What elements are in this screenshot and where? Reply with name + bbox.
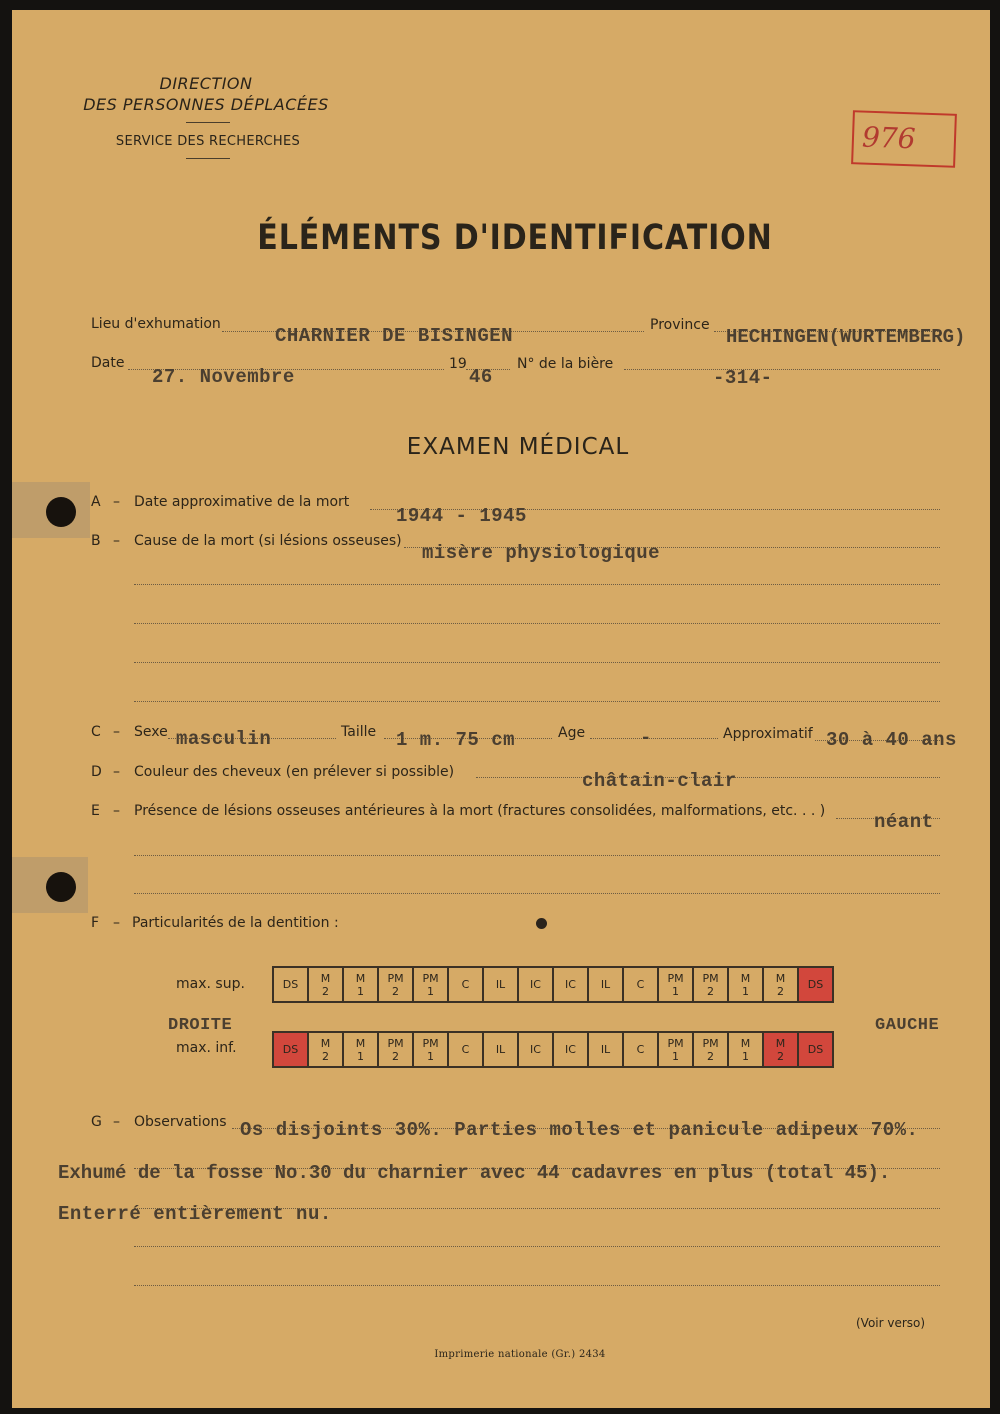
upper-tooth-cell <box>518 967 553 1002</box>
tooth-number: 1 <box>672 984 679 998</box>
tooth-code: PM <box>387 971 404 985</box>
tooth-code: PM <box>422 971 439 985</box>
dotted-line <box>134 1285 940 1286</box>
lower-tooth-cell <box>343 1032 378 1067</box>
hair-color-value: châtain-clair <box>582 770 737 792</box>
death-date-value: 1944 - 1945 <box>396 505 527 527</box>
tooth-number: 1 <box>742 984 749 998</box>
lower-tooth-cell <box>413 1032 448 1067</box>
observations-line-2: Exhumé de la fosse No.30 du charnier avec 44 cadavres en plus (total 45). <box>58 1162 891 1184</box>
header-department: DES PERSONNES DÉPLACÉES <box>83 95 329 114</box>
item-letter-e: E <box>91 803 100 819</box>
punch-hole <box>46 497 76 527</box>
height-value: 1 m. 75 cm <box>396 729 516 751</box>
tooth-code: M <box>320 1036 331 1050</box>
dotted-line <box>134 701 940 702</box>
tooth-code: M <box>775 971 786 985</box>
header-divider <box>186 122 230 123</box>
lower-tooth-cell <box>378 1032 413 1067</box>
tooth-code: DS <box>807 1043 824 1056</box>
upper-tooth-cell <box>763 967 798 1002</box>
dash: – <box>113 915 120 931</box>
item-letter-a: A <box>91 494 101 510</box>
tooth-code: C <box>461 1043 470 1056</box>
upper-tooth-cell <box>413 967 448 1002</box>
tooth-code: IC <box>565 978 576 991</box>
tooth-number: 2 <box>392 1049 399 1063</box>
tooth-code: M <box>355 1036 366 1050</box>
tooth-number: 1 <box>357 1049 364 1063</box>
upper-teeth-chart <box>272 966 834 1003</box>
lower-tooth-cell <box>693 1032 728 1067</box>
tooth-number: 2 <box>322 984 329 998</box>
lower-tooth-cell <box>763 1032 798 1067</box>
lower-tooth-cell <box>518 1032 553 1067</box>
lower-tooth-cell <box>728 1032 763 1067</box>
tooth-code: IL <box>600 978 611 991</box>
tooth-number: 2 <box>392 984 399 998</box>
tooth-code: M <box>740 971 751 985</box>
lower-tooth-cell <box>483 1032 518 1067</box>
approx-value: 30 à 40 ans <box>826 729 957 751</box>
height-label: Taille <box>341 724 377 740</box>
death-cause-label: Cause de la mort (si lésions osseuses) <box>134 533 402 549</box>
tooth-code: DS <box>807 978 824 991</box>
tooth-code: M <box>355 971 366 985</box>
upper-tooth-cell <box>658 967 693 1002</box>
year-value: 46 <box>469 366 493 388</box>
upper-tooth-cell <box>378 967 413 1002</box>
tooth-code: DS <box>282 978 299 991</box>
upper-tooth-cell <box>343 967 378 1002</box>
dentition-label: Particularités de la dentition : <box>132 915 339 931</box>
lower-tooth-cell <box>308 1032 343 1067</box>
dash: – <box>113 764 120 780</box>
item-letter-f: F <box>91 915 100 931</box>
tooth-code: DS <box>282 1043 299 1056</box>
header-direction: DIRECTION <box>159 74 253 93</box>
tooth-code: PM <box>667 971 684 985</box>
left-side-label: GAUCHE <box>875 1016 940 1035</box>
header-divider <box>186 158 230 159</box>
date-value: 27. Novembre <box>152 366 295 388</box>
tooth-code: PM <box>667 1036 684 1050</box>
dash: – <box>113 724 120 740</box>
stamp-number: 976 <box>861 120 917 156</box>
punch-hole <box>46 872 76 902</box>
tooth-number: 2 <box>322 1049 329 1063</box>
upper-tooth-cell <box>483 967 518 1002</box>
tooth-code: PM <box>702 971 719 985</box>
tooth-number: 2 <box>777 1049 784 1063</box>
header-service: SERVICE DES RECHERCHES <box>115 134 301 149</box>
lower-tooth-cell <box>273 1032 308 1067</box>
dotted-line <box>134 584 940 585</box>
tooth-number: 1 <box>742 1049 749 1063</box>
dash: – <box>113 803 120 819</box>
dotted-line <box>134 1246 940 1247</box>
exhumation-place-value: CHARNIER DE BISINGEN <box>275 325 514 347</box>
age-label: Age <box>558 725 586 741</box>
dash: – <box>113 494 120 510</box>
sex-value: masculin <box>176 728 272 750</box>
tooth-code: IC <box>565 1043 576 1056</box>
verso-note: (Voir verso) <box>856 1316 926 1330</box>
tooth-code: C <box>461 978 470 991</box>
dash: – <box>113 1114 120 1130</box>
lower-tooth-cell <box>553 1032 588 1067</box>
lower-tooth-cell <box>798 1032 833 1067</box>
printer-imprint: Imprimerie nationale (Gr.) 2434 <box>434 1349 606 1360</box>
tooth-code: IC <box>530 1043 541 1056</box>
death-date-label: Date approximative de la mort <box>134 494 350 510</box>
upper-tooth-cell <box>448 967 483 1002</box>
exhumation-place-label: Lieu d'exhumation <box>91 316 221 332</box>
dotted-line <box>590 738 718 739</box>
upper-jaw-label: max. sup. <box>176 976 245 992</box>
lower-teeth-chart <box>272 1031 834 1068</box>
tooth-code: C <box>636 1043 645 1056</box>
item-letter-d: D <box>91 764 102 780</box>
tooth-number: 2 <box>707 984 714 998</box>
tooth-code: M <box>320 971 331 985</box>
tooth-code: C <box>636 978 645 991</box>
lower-tooth-cell <box>658 1032 693 1067</box>
tooth-code: IL <box>495 1043 506 1056</box>
item-letter-c: C <box>91 724 101 740</box>
upper-tooth-cell <box>553 967 588 1002</box>
dotted-line <box>134 662 940 663</box>
hair-color-label: Couleur des cheveux (en prélever si possible) <box>134 764 455 780</box>
upper-tooth-cell <box>308 967 343 1002</box>
tooth-code: M <box>775 1036 786 1050</box>
coffin-label: N° de la bière <box>517 356 614 372</box>
bone-lesions-value: néant <box>874 811 934 833</box>
tooth-code: M <box>740 1036 751 1050</box>
dotted-line <box>134 893 940 894</box>
tooth-number: 1 <box>672 1049 679 1063</box>
lower-tooth-cell <box>623 1032 658 1067</box>
upper-tooth-cell <box>693 967 728 1002</box>
right-side-label: DROITE <box>168 1016 233 1035</box>
tooth-number: 2 <box>777 984 784 998</box>
upper-tooth-cell <box>798 967 833 1002</box>
upper-tooth-cell <box>588 967 623 1002</box>
lower-tooth-cell <box>588 1032 623 1067</box>
year-prefix: 19 <box>449 356 467 372</box>
age-value: - <box>640 727 652 749</box>
dash: – <box>113 533 120 549</box>
tooth-code: PM <box>387 1036 404 1050</box>
tooth-code: PM <box>702 1036 719 1050</box>
item-letter-g: G <box>91 1114 102 1130</box>
item-letter-b: B <box>91 533 101 549</box>
upper-tooth-cell <box>273 967 308 1002</box>
upper-tooth-cell <box>728 967 763 1002</box>
exam-title: EXAMEN MÉDICAL <box>406 434 630 460</box>
tooth-code: IC <box>530 978 541 991</box>
tooth-number: 1 <box>427 1049 434 1063</box>
red-stamp-box <box>851 110 957 168</box>
tooth-number: 2 <box>707 1049 714 1063</box>
dotted-line <box>134 855 940 856</box>
approx-label: Approximatif <box>723 726 813 742</box>
tooth-number: 1 <box>357 984 364 998</box>
dotted-line <box>134 623 940 624</box>
observations-line-1: Os disjoints 30%. Parties molles et panicule adipeux 70%. <box>240 1119 919 1141</box>
coffin-value: -314- <box>713 367 773 389</box>
dotted-line <box>624 369 940 370</box>
tooth-number: 1 <box>427 984 434 998</box>
province-label: Province <box>650 317 710 333</box>
tooth-code: IL <box>495 978 506 991</box>
lower-tooth-cell <box>448 1032 483 1067</box>
observations-line-3: Enterré entièrement nu. <box>58 1203 332 1225</box>
upper-tooth-cell <box>623 967 658 1002</box>
sex-label: Sexe <box>134 724 168 740</box>
observations-label: Observations <box>134 1114 227 1130</box>
ink-spot <box>536 918 547 929</box>
page-title: ÉLÉMENTS D'IDENTIFICATION <box>257 218 773 258</box>
death-cause-value: misère physiologique <box>422 542 661 564</box>
bone-lesions-label: Présence de lésions osseuses antérieures à la mort (fractures consolidées, malformations, etc. . . ) <box>134 803 826 819</box>
province-value: HECHINGEN(WURTEMBERG) <box>726 326 966 348</box>
tooth-code: IL <box>600 1043 611 1056</box>
tooth-code: PM <box>422 1036 439 1050</box>
lower-jaw-label: max. inf. <box>176 1040 237 1056</box>
date-label: Date <box>91 355 125 371</box>
